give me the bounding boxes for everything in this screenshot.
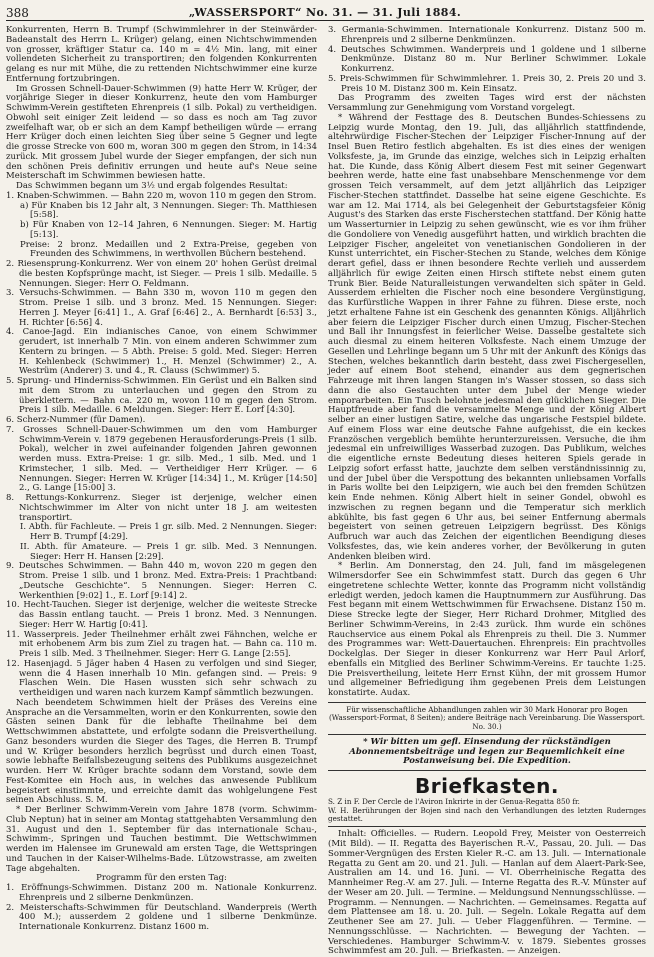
divider [328,770,646,771]
article-paragraph: Das Programm des zweiten Tages wird erst der nächsten Versammlung zur Genehmigung vom Vorstand vorgelegt. [328,93,646,113]
honorarium-note: Für wissenschaftliche Abhandlungen zahlen wir 30 Mark Honorar pro Bogen (Wassersport-Format, 8 Seiten); andere Beiträge nach Vereinbarung. Die Wassersport. No. 30.) [328,704,646,731]
result-subitem: I. Abth. für Fachleute. — Preis 1 gr. silb. Med. 2 Nennungen. Sieger: Herr B. Trumpf [4:29]. [20,522,317,542]
article-paragraph: Nach beendetem Schwimmen hielt der Präses des Vereins eine Ansprache an die Versammelten, worin er den Konkurrenten, sowie den Gästen seinen Dank für die lebhafte Theilnahme bei dem Wettschwimmen abstattete, und erfolgte sodann die Preisvertheilung. Ganz besonders wurden die Sieger des Tages, die Herren B. Trumpf und W. Krüger besonders herzlich begrüsst und durch einen Toast, sowie lebhafte Beifallsbezeugung seitens des Publikums ausgezeichnet wurden. Herr W. Krüger brachte sodann dem Vorstand, sowie dem Fest-Komitee ein Hoch aus, in welches das anwesende Publikum begeistert einstimmte, und erreichte damit das wohlgelungene Fest seinen Abschluss. S. M. [6,697,317,806]
result-item: 1. Knaben-Schwimmen. — Bahn 220 m, wovon 110 m gegen den Strom. [6,190,317,201]
result-item: 4. Canoe-Jagd. Ein indianisches Canoe, von einem Schwimmer gerudert, ist innerhalb 7 Min. von einem anderen Schwimmer zum Kentern zu bringen. — 5 Abth. Preise: 5 gold. Med. Sieger: Herren H. Kehlenbeck (Schwimmer) 1., H. Menzel (Schwimmer) 2., A. Westrüm (Anderer) 3. und 4., R. Clauss (Schwimmer) 5. [6,327,317,377]
result-item: 10. Hecht-Tauchen. Sieger ist derjenige, welcher die weiteste Strecke das Bassin entlang taucht. — Preis 1 bronz. Med. 3 Nennungen. Sieger: Herr W. Hartig [0:41]. [6,600,317,630]
divider [328,826,646,827]
page-header [6,2,644,21]
program-item: 2. Meisterschafts-Schwimmen für Deutschland. Wanderpreis (Werth 400 M.); ausserdem 2 goldene und 1 silberne Denkmünze. Internationale Konkurrenz. Distanz 1600 m. [6,902,317,932]
result-item: 11. Wasserpreis. Jeder Theilnehmer erhält zwei Fähnchen, welche er mit erhobenem Arm bis zum Ziel zu tragen hat. — Bahn ca. 110 m. Preis 1 silb. Med. 3 Theilnehmer. Sieger: Herr G. Lange [2:55]. [6,629,317,659]
result-item: 7. Grosses Schnell-Dauer-Schwimmen um den vom Hamburger Schwimm-Verein v. 1879 gegebenen Herausforderungs-Preis (1 silb. Pokal), welcher in zwei aufeinander folgenden Jahren gewonnen werden muss. Extra-Preise: 1 gr. silb. Med., 1 silb. Med. und 1 Krimstecher, 1 silb. Med. — Vertheidiger Herr Krüger. — 6 Nennungen. Sieger: Herren W. Krüger [14:34] 1., M. Krüger [14:50] 2., G. Lange [15:00] 3. [6,424,317,494]
program-item: 5. Preis-Schwimmen für Schwimmlehrer. 1. Preis 30, 2. Preis 20 und 3. Preis 10 M. Distanz 300 m. Kein Einsatz. [328,73,646,94]
result-subitem: Preise: 2 bronz. Medaillen und 2 Extra-Preise, gegeben von Freunden des Schwimmens, in werthvollen Büchern bestehend. [20,239,317,260]
right-column [328,25,646,957]
result-item: 2. Riesensprung-Konkurrenz. Wer von einem 20' hohen Gerüst dreimal die besten Kopfsprünge macht, ist Sieger. — Preis 1 silb. Medaille. 5 Nennungen. Sieger: Herr O. Feldmann. [6,259,317,289]
result-subitem: II. Abth. für Amateure. — Preis 1 gr. silb. Med. 3 Nennungen. Sieger: Herr H. Hansen [2:29]. [20,541,317,562]
divider [328,702,646,703]
briefkasten-heading: Briefkasten. [415,774,559,799]
result-item: 5. Sprung- und Hinderniss-Schwimmen. Ein Gerüst und ein Balken sind mit dem Strom zu unterlauchen und gegen den Strom zu überklettern. — Bahn ca. 220 m, wovon 110 m gegen den Strom. Preis 1 silb. Medaille. 6 Meldungen. Sieger: Herr E. Lorf [4:30]. [6,376,317,416]
masthead-title: „WASSERSPORT“ No. 31. — 31. Juli 1884. [188,6,462,19]
result-item: 3. Versuchs-Schwimmen. — Bahn 330 m, wovon 110 m gegen den Strom. Preise 1 silb. und 3 bronz. Med. 15 Nennungen. Sieger: Herren J. Meyer [6:41] 1., A. Graf [6:46] 2., A. Bernhardt [6:53] 3., H. Richter [6:56] 4. [6,288,317,328]
program-item: 4. Deutsches Schwimmen. Wanderpreis und 1 goldene und 1 silberne Denkmünze. Distanz 80 m. Nur Berliner Schwimmer. Lokale Konkurrenz. [328,44,646,74]
program-heading: Programm für den ersten Tag: [96,873,227,884]
letterbox-item: W. H. Berührungen der Bojen sind nach den Verhandlungen des letzten Rudernges gestattet. [328,805,646,824]
news-item: * Berlin. Am Donnerstag, den 24. Juli, fand im mäsgelegenen Wilmersdorfer See ein Schwimmfest statt. Durch das gegen 6 Uhr eingetretene schlechte Wetter, konnte das Programm nicht vollständig erledigt werden, jedoch kamen die Hauptnummern zur Ausführung. Das Fest begann mit einem Wettschwimmen für Erwachsene. Distanz 150 m. Diese Strecke legte der Sieger, Herr Richard Drohmer, Mitglied des Berliner Schwimm-Vereins, in 2:43 zurück. Ihm wurde ein schönes Rauchservice aus einem Pokal als Ehrenpreis zu theil. Die 3. Nummer des Programmes war: Wett-Dauertauchen. Ehrenpreis: Ein prachtvolles Dockelglas. Der Sieger in dieser Konkurrenz war Herr Paul Arlorf, ebenfalls ein Mitglied des Berliner Schwimm-Vereins. Er tauchte 1:25. Die Preisvertheilung, leitete Herr Ernst Kühn, der mit grossem Humor und allgemeiner Befriedigung ihm gegebenen Preis dem Leistungen konstatirte. Audax. [328,561,646,698]
article-paragraph: Im Grossen Schnell-Dauer-Schwimmen (9) hatte Herr W. Krüger, der vorjährige Sieger in dieser Konkurrenz, heute den vom Hamburger Schwimm-Verein gestifteten Ehrenpreis (1 silb. Pokal) zu vertheidigen. Obwohl seit einiger Zeit leidend — so dass es noch am Tag zuvor zweifelhaft war, ob er sich an dem Kampf betheiligen würde — errang Herr Krüger doch einen leichten Sieg über seine 5 Gegner und legte die grosse Strecke von 600 m, woran 300 m gegen den Strom, in 14:34 zurück. Mit grossem Jubel wurde der Sieger empfangen, der sich nun den schönen Preis definitiv errungen und heute auf's Neue seine Meisterschaft im Schwimmen bewiesen hatte. [6,83,317,182]
subscription-notice: * Wir bitten um gefl. Einsendung der rückständigen Abonnementsbeiträge und legen zur Bequemlichkeit eine Postanweisung bei. Die Expedition. [349,736,625,767]
program-item: 3. Germania-Schwimmen. Internationale Konkurrenz. Distanz 500 m. Ehrenpreis und 2 silberne Denkmünzen. [328,25,646,45]
news-item: * Der Berliner Schwimm-Verein vom Jahre 1878 (vorm. Schwimm-Club Neptun) hat in seiner am Montag stattgehabten Versammlung den 31. August und den 1. September für das internationale Schau-, Schwimm-, Springen und Tauchen bestimmt. Die Wettschwimmen werden im Halensee im Grunewald am ersten Tage, die Wettspringen und Tauchen in der Kaiser-Wilhelms-Bade. Lützowstrasse, am zweiten Tage abgehalten. [6,805,317,874]
left-column [6,25,317,932]
letterbox-item: S. Z in F. Der Cercle de l'Aviron Inkrirte in der Genua-Regatta 850 fr. [328,797,580,807]
result-item: 6. Scherz-Nummer (für Damen). [6,415,146,425]
page-number: 388 [6,6,29,20]
divider [328,734,646,735]
article-paragraph: Konkurrenten, Herrn B. Trumpf (Schwimmlehrer in der Steinwärder-Badeanstalt des Herrn L. Krüger) gelang, einen Nichtschwimmenden von grosser, kräftiger Statur ca. 140 m = 4½ Min. lang, mit einer vollendeten Sicherheit zu transportiren; den folgenden Konkurrenten gelang es nur mit Mühe, die zu rettenden Nichtschwimmer eine kurze Entfernung fortzubringen. [6,25,317,84]
result-subitem: a) Für Knaben bis 12 Jahr alt, 3 Nennungen. Sieger: Th. Matthiesen [5:58]. [20,200,317,221]
program-item: 1. Eröffnungs-Schwimmen. Distanz 200 m. Nationale Konkurrenz. Ehrenpreis und 2 silberne Denkmünzen. [6,883,317,903]
contents-list: Inhalt: Officielles. — Rudern. Leopold Frey, Meister von Oesterreich (Mit Bild). — II. Regatta des Bayerischen R.-V., Passau, 20. Juli. — Das Sommer-Vergnügen des Ersten Kieler R.-C. am 13. Juli. — Internationale Regatta zu Gent am 20. und 21. Juli. — Hanlan auf dem Alaert-Park-See, Australien am 14. und 16. Juni. — VI. Oberrheinische Regatta des Mannheimer Reg.-V. am 27. Juli. — Interne Regatta des R.-V. Münster auf der Weser am 20. Juli. — Termine. — Meldungsund Nennungsschlüsse. — Programm. — Nennungen. — Nachrichten. — Gemeinsames. Regatta auf dem Plattensee am 18. u. 20. Juli. — Segeln. Lokale Regatta auf dem Zeuthener See am 27. Juli. — Ueber Flaggenführen. — Termine. — Nennungsschlüsse. — Nachrichten. — Bewegung der Yachten. — Verschiedenes. Hamburger Schwimm-V. v. 1879. Siebentes grosses Schwimmfest am 20. Juli. — Briefkasten. — Anzeigen. [328,829,646,957]
news-item: * Während der Festtage des 8. Deutschen Bundes-Schiessens zu Leipzig wurde Montag, den 19. Juli, das alljährlich stattfindende, altehrwürdige Fischer-Stechen der Leipziger Fischer-Innung auf der Insel Buen Retiro festlich abgehalten. Es ist dies eines der wenigen Volksfeste, ja, im Grunde das einzige, welches sich in Leipzig erhalten hat. Die Kunde, dass König Albert diesem Fest mit seiner Gegenwart beehren werde, hatte eine fast unabsehbare Menschenmenge vor dem grossen Teich versammelt, auf dem jetzt alljährlich das Leipziger Fischer-Stechen stattfindet. Dasselbe hat seine eigene Geschichte. Es war am 12. Mai 1714, als bei Gelegenheit der Geburtstagsfeier König August's des Starken das erste Fischerstechen stattfand. Der König hatte um Wasserturnier in Leipzig zu sehen gewünscht, wie es vor ihm früher die Gondoliere von Venedig ausgeführt hatten, und wirklich brachten die Leipziger Fischer, angeleitet von venetianischen Gondolieren in der Kunst unterrichtet, ein Fischer-Stechen zu Stande, welches dem Könige derart gefiel, dass er ihnen besondere Rechte verlieh und ausserdem alljährlich für ewige Zeiten einen Hirsch stiftete nebst einem guten Trunk Bier. Beide Naturalleistungen verwandelten sich später in Geld. Ausserdem erhielten die Fischer noch eine besondere Vergünstigung, das Kurfürstliche Wappen in ihrer Fahne zu führen. Diese erste, noch jetzt erhaltene Fahne ist ein Geschenk des genannten Königs. Alljährlich aber feiern die Leipziger Fischer durch einen Umzug, Fischer-Stechen und Ball ihr Innungsfest in feierlicher Weise. Dasselbe gestaltete sich auch diesmal zu einem heiteren Volksfeste. Nach einem Umzuge der Gesellen und Lehrlinge begann um 5 Uhr mit der Ankunft des Königs das Stechen, welches bekanntlich darin besteht, dass zwei Fischergesellen, jeder auf einem Boot stehend, einander aus dem gegnerischen Fahrzeuge mit ihren langen Stangen in's Wasser stossen, so dass sich dann die also Gestauchten unter dem Jubel der Menge wieder emporarbeiten. Ein Tusch belohnte jedesmal den glücklichen Sieger. Die Hauptfreude aber fand die versammelte Menge und der König Albert selber an einer lustigen Satire, welche das ungarische Festspiel bildete. Auf einem Floss war eine deutsche Fahne aufgehisst, die ein keckes Französchen vergeblich bemühte herunterzureissen. Versuche, die ihm jedesmal ein unfreiwilliges Wasserbad zuzogen. Das Publikum, welches die eigentliche ernste Bedeutung dieses heiteren Spiels gerade in Leipzig sofort erfasst hatte, jauchzte dem selben verständnissinnig zu, und der Jubel über die Verspottung des bekannten unliebsamen Vorfalls in Paris wollte bei den Leipzigern, wie auch bei den fremden Schützen kein Ende nehmen. König Albert hielt in seiner Gondel, obwohl es inzwischen zu regnen begann und die Temperatur sich merklich abkühlte, bis fast gegen 6 Uhr aus, bei seiner Entfernung abermals begeistert von seinen getreuen Leipzigern begrüsst. Des Königs Aufbruch war auch das Zeichen der eigentlichen Beendigung dieses Volksfestes, das, wie kein anderes vorher, der Bevölkerung in guten Andenken bleiben wird. [328,112,646,562]
result-item: 9. Deutsches Schwimmen. — Bahn 440 m, wovon 220 m gegen den Strom. Preise 1 silb. und 1 bronz. Med. Extra-Preis: 1 Prachtband: „Deutsche Geschichte“. 5 Nennungen. Sieger: Herren C. Werkenthien [9:02] 1., E. Lorf [9:14] 2. [6,561,317,601]
article-paragraph: Das Schwimmen begann um 3½ und ergab folgendes Resultat: [16,181,288,191]
result-item: 12. Hasenjagd. 5 Jäger haben 4 Hasen zu verfolgen und sind Sieger, wenn die 4 Hasen innerhalb 10 Min. gefangen sind. — Preis: 9 Flaschen Wein. Die Hasen wussten sich sehr schwach zu vertheidigen und waren nach kurzem Kampf sämmtlich bezwungen. [6,658,317,698]
result-subitem: b) Für Knaben von 12–14 Jahren, 6 Nennungen. Sieger: M. Hartig [5:13]. [20,220,317,240]
result-item: 8. Rettungs-Konkurrenz. Sieger ist derjenige, welcher einen Nichtschwimmer im Alter von nicht unter 18 J. am weitesten transportirt. [6,493,317,523]
